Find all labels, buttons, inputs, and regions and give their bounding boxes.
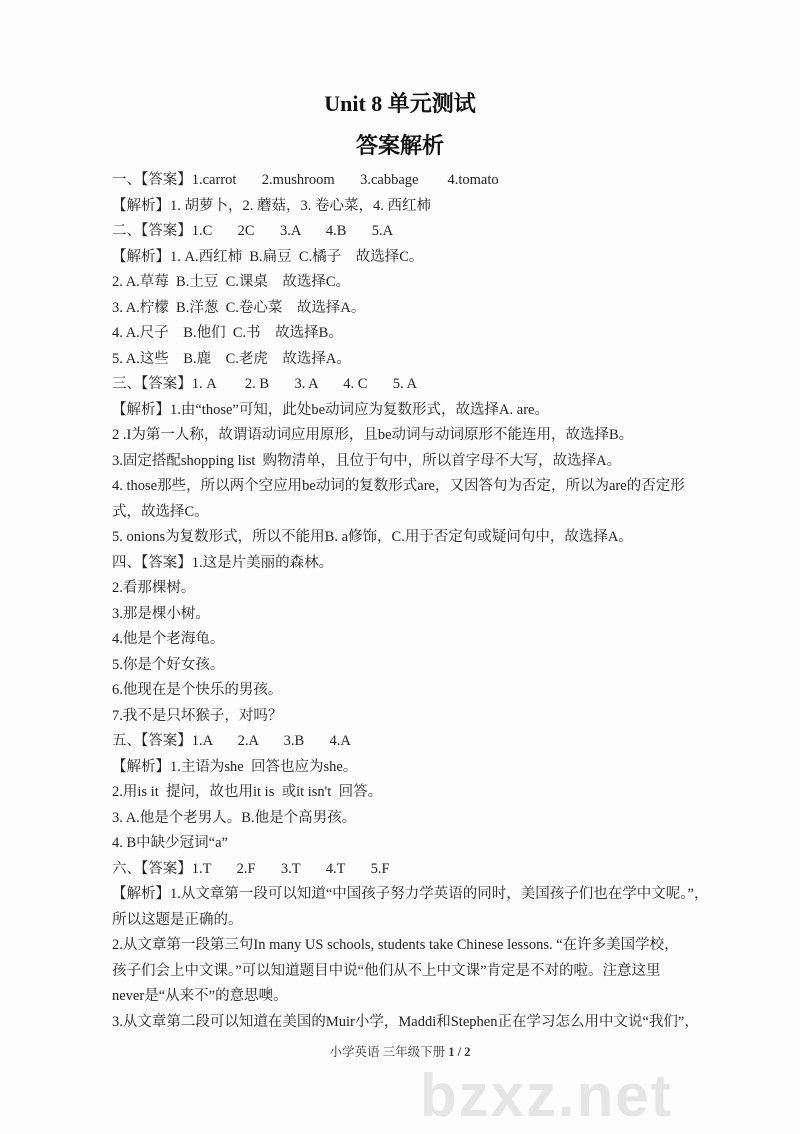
text-line: 2.用is it 提问，故也用it is 或it isn't 回答。 [112,784,383,800]
text-line: 二、【答案】1.C 2C 3.A 4.B 5.A [112,223,394,239]
footer-text: 小学英语 三年级下册 [329,1045,449,1059]
text-line: 式，故选择C。 [112,503,209,520]
text-line: 7.我不是只坏猴子，对吗？ [112,707,283,724]
text-line: 4.他是个老海龟。 [112,631,225,647]
text-line: 2 .I为第一人称，故谓语动词应用原形，且be动词与动词原形不能连用，故选择B。 [112,427,634,443]
page-number: 1 / 2 [448,1045,471,1059]
text-line: 一、【答案】1.carrot 2.mushroom 3.cabbage 4.tomato [112,172,499,188]
text-line: 三、【答案】1. A 2. B 3. A 4. C 5. A [112,376,417,392]
answer-body [112,168,712,1035]
page-footer [0,1044,800,1060]
text-line: 4. A.尺子 B.他们 C.书 故选择B。 [112,325,343,341]
text-line: 【解析】1. 胡萝卜，2. 蘑菇，3. 卷心菜，4. 西红柿 [112,197,431,214]
text-line: 六、【答案】1.T 2.F 3.T 4.T 5.F [112,860,390,877]
text-line: 4. those那些，所以两个空应用be动词的复数形式are，又因答句为否定，所以为are的否定形 [112,478,685,494]
text-line: 5. onions为复数形式，所以不能用B. a修饰，C.用于否定句或疑问句中，故选择A。 [112,529,633,545]
text-line: 4. B中缺少冠词“a” [112,835,228,851]
text-line: 所以这题是正确的。 [112,911,243,928]
text-line: 3. A.柠檬 B.洋葱 C.卷心菜 故选择A。 [112,299,366,316]
page-subtitle: 答案解析 [355,133,444,158]
text-line: 5.你是个好女孩。 [112,656,225,673]
text-line: 6.他现在是个快乐的男孩。 [112,682,283,698]
text-line: 3.那是棵小树。 [112,605,210,622]
text-line: 3. A.他是个老男人。B.他是个高男孩。 [112,809,357,826]
text-line: 【解析】1.从文章第一段可以知道“中国孩子努力学英语的同时，美国孩子们也在学中文呢。”， [112,886,709,902]
text-line: 【解析】1.主语为she 回答也应为she。 [112,758,358,775]
text-line: 五、【答案】1.A 2.A 3.B 4.A [112,733,351,749]
text-line: 【解析】1. A.西红柿 B.扁豆 C.橘子 故选择C。 [112,248,424,265]
text-line: 四、【答案】1.这是片美丽的森林。 [112,554,334,571]
text-line: 3.固定搭配shopping list 购物清单，且位于句中，所以首字母不大写，故选择A。 [112,452,622,469]
text-line: 3.从文章第二段可以知道在美国的Muir小学，Maddi和Stephen正在学习怎么用中文说“我们”， [112,1013,699,1030]
text-line: never是“从来不”的意思噢。 [112,988,288,1004]
text-line: 2. A.草莓 B.土豆 C.课桌 故选择C。 [112,274,351,290]
page-title: Unit 8 单元测试 [324,91,476,116]
text-line: 2.看那棵树。 [112,580,196,596]
text-line: 孩子们会上中文课。”可以知道题目中说“他们从不上中文课”肯定是不对的啦。注意这里 [112,962,661,979]
text-line: 【解析】1.由“those”可知，此处be动词应为复数形式，故选择A. are。 [112,401,549,418]
watermark: bzxz.net [420,1062,673,1129]
text-line: 2.从文章第一段第三句In many US schools, students take Chinese lessons. “在许多美国学校， [112,937,679,953]
text-line: 5. A.这些 B.鹿 C.老虎 故选择A。 [112,350,351,367]
